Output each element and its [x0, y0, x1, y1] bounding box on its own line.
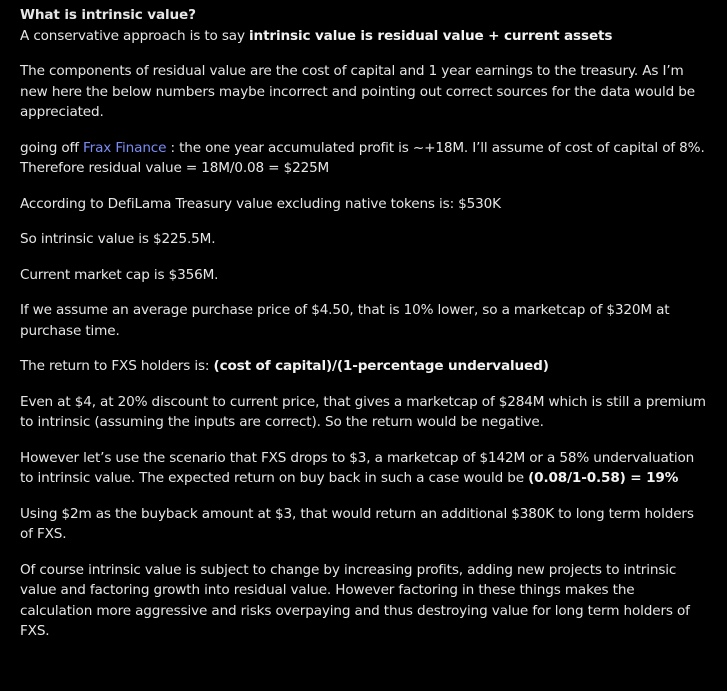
intro-paragraph — [20, 26, 709, 47]
treasury-paragraph: According to DefiLama Treasury value excluding native tokens is: $530K — [20, 195, 501, 212]
discount-paragraph: Even at $4, at 20% discount to current price, that gives a marketcap of $284M which is still a premium to intrinsic (assuming the inputs are correct). So the return would be negative. — [20, 393, 706, 430]
buyback-paragraph: Using $2m as the buyback amount at $3, that would return an additional $380K to long term holders of FXS. — [20, 505, 694, 542]
return-formula-text: The return to FXS holders is: — [20, 358, 214, 374]
scenario-text: However let’s use the scenario that FXS drops to $3, a marketcap of $142M or a 58% undervaluation to intrinsic value. The expected return on buy back in such a case would be — [20, 449, 695, 486]
scenario-paragraph — [20, 448, 709, 489]
profit-prefix: going off — [20, 139, 83, 156]
profit-paragraph — [20, 138, 709, 179]
frax-finance-link[interactable]: Frax Finance — [83, 139, 167, 156]
profit-suffix: : the one year accumulated profit is ~+18M. I’ll assume of cost of capital of 8%. Therefore residual value = 18M/0.08 = $225M — [20, 139, 705, 176]
intrinsic-value-paragraph: So intrinsic value is $225.5M. — [20, 231, 216, 247]
conclusion-paragraph: Of course intrinsic value is subject to change by increasing profits, adding new projects to intrinsic value and factoring growth into residual value. However factoring in these things makes the calculation more aggressive and risks overpaying and thus destroying value for long term holders of FXS. — [20, 561, 690, 639]
return-formula-paragraph — [20, 356, 709, 377]
residual-value-paragraph: The components of residual value are the cost of capital and 1 year earnings to the treasury. As I’m new here the below numbers maybe incorrect and pointing out correct sources for the data would be appreciated. — [20, 63, 695, 120]
post-heading: What is intrinsic value? — [20, 7, 196, 23]
intro-text: A conservative approach is to say — [20, 27, 250, 44]
purchase-price-paragraph: If we assume an average purchase price of $4.50, that is 10% lower, so a marketcap of $320M at purchase time. — [20, 302, 670, 339]
scenario-bold: (0.08/1-0.58) = 19% — [528, 470, 679, 486]
return-formula-bold: (cost of capital)/(1-percentage undervalued) — [213, 358, 549, 374]
intro-bold-text: intrinsic value is residual value + current assets — [249, 27, 613, 44]
market-cap-paragraph: Current market cap is $356M. — [20, 266, 219, 283]
